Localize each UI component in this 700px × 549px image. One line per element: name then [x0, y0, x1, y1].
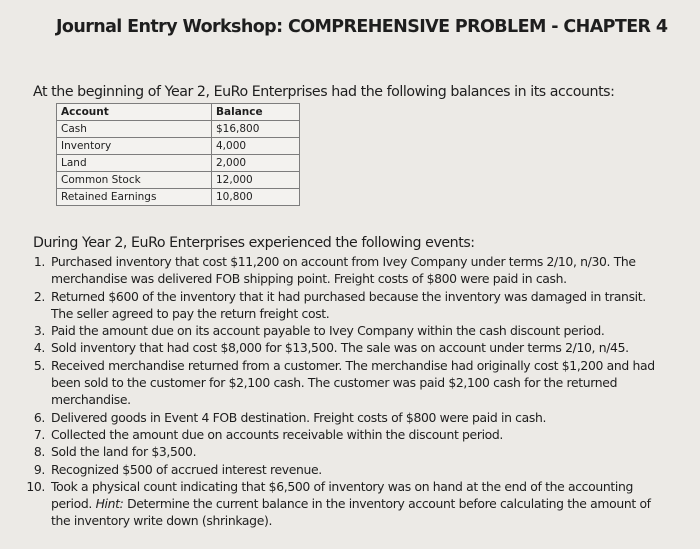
balance-cell: 2,000: [212, 155, 300, 172]
event-text: Took a physical count indicating that $6,500 of inventory was on hand at the end of the accounting period.: [51, 478, 633, 512]
account-column-header: Account: [57, 104, 212, 121]
event-number: 1.: [33, 254, 45, 269]
account-cell: Inventory: [57, 138, 212, 155]
event-text: Delivered goods in Event 4 FOB destination. Freight costs of $800 were paid in cash.: [51, 409, 547, 425]
event-number: 6.: [33, 409, 45, 425]
table-row: [57, 121, 300, 138]
event-number: 8.: [33, 444, 45, 460]
event-text: Sold the land for $3,500.: [51, 444, 197, 460]
balances-header-row: [57, 104, 300, 121]
event-number: 7.: [33, 426, 45, 442]
event-number: 5.: [33, 357, 45, 373]
event-text: Sold inventory that had cost $8,000 for $13,500. The sale was on account under terms 2/10, n/45.: [51, 340, 629, 356]
table-row: [57, 189, 300, 206]
balance-cell: $16,800: [212, 121, 300, 138]
event-text: Returned $600 of the inventory that it had purchased because the inventory was damaged in transit. The seller agreed to pay the return freight cost.: [51, 288, 646, 321]
list-item: [28, 339, 668, 356]
events-list: [28, 253, 668, 530]
list-item: [28, 288, 668, 323]
page-title: Journal Entry Workshop: COMPREHENSIVE PROBLEM - CHAPTER 4: [56, 17, 668, 37]
event-number: 4.: [33, 340, 45, 356]
event-number: 10.: [26, 478, 45, 494]
list-item: [28, 253, 668, 288]
events-heading: During Year 2, EuRo Enterprises experienced the following events:: [33, 235, 475, 251]
balances-table: [56, 103, 300, 206]
intro-paragraph: At the beginning of Year 2, EuRo Enterprises had the following balances in its accounts:: [33, 84, 615, 100]
account-cell: Retained Earnings: [57, 189, 212, 206]
account-cell: Common Stock: [57, 172, 212, 189]
balance-cell: 4,000: [212, 138, 300, 155]
event-text: Received merchandise returned from a customer. The merchandise had originally cost $1,200 and had been sold to the customer for $2,100 cash. The customer was paid $2,100 cash for the returned merchandise.: [51, 357, 655, 408]
list-item: [28, 426, 668, 443]
account-cell: Land: [57, 155, 212, 172]
list-item: [28, 409, 668, 426]
event-text: Collected the amount due on accounts receivable within the discount period.: [51, 426, 503, 442]
event-number: 9.: [33, 461, 45, 477]
table-row: [57, 138, 300, 155]
balance-cell: 10,800: [212, 189, 300, 206]
event-number: 3.: [33, 323, 45, 339]
event-hint-text: Determine the current balance in the inventory account before calculating the amount of the inventory write down (shrinkage).: [51, 496, 651, 529]
list-item: [28, 443, 668, 460]
event-number: 2.: [33, 288, 45, 304]
balance-column-header: Balance: [212, 104, 300, 121]
event-text: Paid the amount due on its account payable to Ivey Company within the cash discount period.: [51, 323, 605, 339]
account-cell: Cash: [57, 121, 212, 138]
hint-label: Hint:: [95, 496, 124, 512]
table-row: [57, 155, 300, 172]
event-text: Recognized $500 of accrued interest revenue.: [51, 461, 322, 477]
event-text: Purchased inventory that cost $11,200 on account from Ivey Company under terms 2/10, n/30. The merchandise was delivered FOB shipping point. Freight costs of $800 were paid in cash.: [51, 254, 636, 287]
list-item: [28, 322, 668, 339]
balance-cell: 12,000: [212, 172, 300, 189]
list-item: [28, 461, 668, 478]
list-item: [28, 357, 668, 409]
table-row: [57, 172, 300, 189]
list-item: [28, 478, 668, 530]
